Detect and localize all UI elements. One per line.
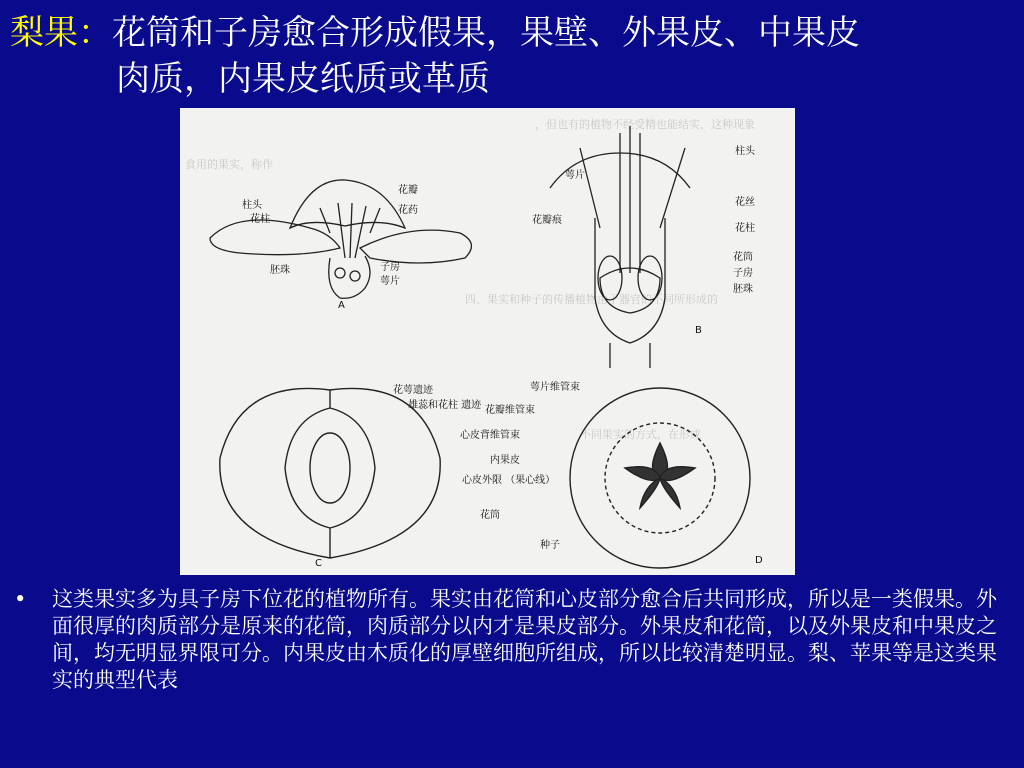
svg-text:植物由于器官的不同所形成的: 植物由于器官的不同所形成的 (575, 293, 718, 306)
title-term: 梨果： (10, 13, 112, 53)
label-a-stigma: 柱头 (242, 200, 262, 211)
label-c-sepal-remnant: 花萼遗迹 (393, 385, 433, 396)
svg-text:食用的果实，称作: 食用的果实，称作 (185, 158, 273, 171)
label-d-carpel-boundary: 心皮外限 （果心线） (462, 475, 556, 486)
label-d-hypanthium: 花筒 (480, 510, 500, 521)
panel-letter-a: A (338, 300, 345, 311)
label-b-petal-scar: 花瓣痕 (532, 215, 562, 226)
label-c-stamen-style-remnant: 雄蕊和花柱 遗迹 (408, 400, 482, 411)
label-b-filament: 花丝 (735, 197, 755, 208)
label-a-sepal: 萼片 (380, 276, 400, 287)
panel-b-section (550, 126, 690, 368)
label-b-hypanthium: 花筒 (733, 252, 753, 263)
label-d-dorsal-bundle: 心皮背维管束 (460, 430, 520, 441)
svg-text:，但也有的植物不经受精也能结实，这种现象: ，但也有的植物不经受精也能结实，这种现象 (535, 118, 755, 131)
panel-letter-d: D (755, 555, 763, 566)
panel-a-labels (242, 183, 418, 311)
background-bleed-text (185, 117, 755, 441)
title-line2: 肉质，内果皮纸质或革质 (116, 59, 490, 99)
label-d-petal-bundle: 花瓣维管束 (485, 405, 535, 416)
panel-d-cross-section (570, 388, 750, 568)
slide-title (10, 10, 1015, 102)
panel-b-labels (532, 144, 756, 336)
label-a-style: 花柱 (250, 214, 270, 225)
svg-text:四、果实和种子的传播: 四、果实和种子的传播 (465, 293, 575, 306)
pome-diagram-figure (180, 108, 795, 575)
pome-diagram (180, 108, 795, 575)
bullet-marker: • (14, 587, 27, 611)
title-line1: 花筒和子房愈合形成假果，果壁、外果皮、中果皮 (112, 13, 860, 53)
label-a-petal: 花瓣 (398, 185, 418, 196)
panel-letter-c: C (315, 558, 322, 569)
label-b-sepal: 萼片 (565, 170, 585, 181)
label-a-ovary: 子房 (380, 262, 400, 273)
label-d-seed: 种子 (540, 540, 560, 551)
panel-a-flower (210, 180, 471, 298)
label-b-ovule: 胚珠 (733, 284, 753, 295)
label-a-anther: 花药 (398, 205, 418, 216)
label-b-ovary: 子房 (733, 268, 753, 279)
label-b-style: 花柱 (735, 223, 755, 234)
label-b-stigma: 柱头 (735, 146, 755, 157)
label-a-ovule: 胚珠 (270, 265, 290, 276)
panel-letter-b: B (695, 325, 702, 336)
label-d-sepal-bundle: 萼片维管束 (530, 382, 580, 393)
panel-c-fruit-section (220, 388, 440, 558)
svg-text:不同果实的方式，在形成: 不同果实的方式，在形成 (580, 428, 701, 441)
body-paragraph (14, 586, 1004, 694)
body-text: 这类果实多为具子房下位花的植物所有。果实由花筒和心皮部分愈合后共同形成，所以是一类假果。外面很厚的肉质部分是原来的花筒，肉质部分以内才是果皮部分。外果皮和花筒，以及外果皮和中果皮之间，均无明显界限可分。内果皮由木质化的厚壁细胞所组成，所以比较清楚明显。梨、苹果等是这类果实的典型代表 (52, 587, 997, 692)
label-d-endocarp: 内果皮 (490, 455, 520, 466)
